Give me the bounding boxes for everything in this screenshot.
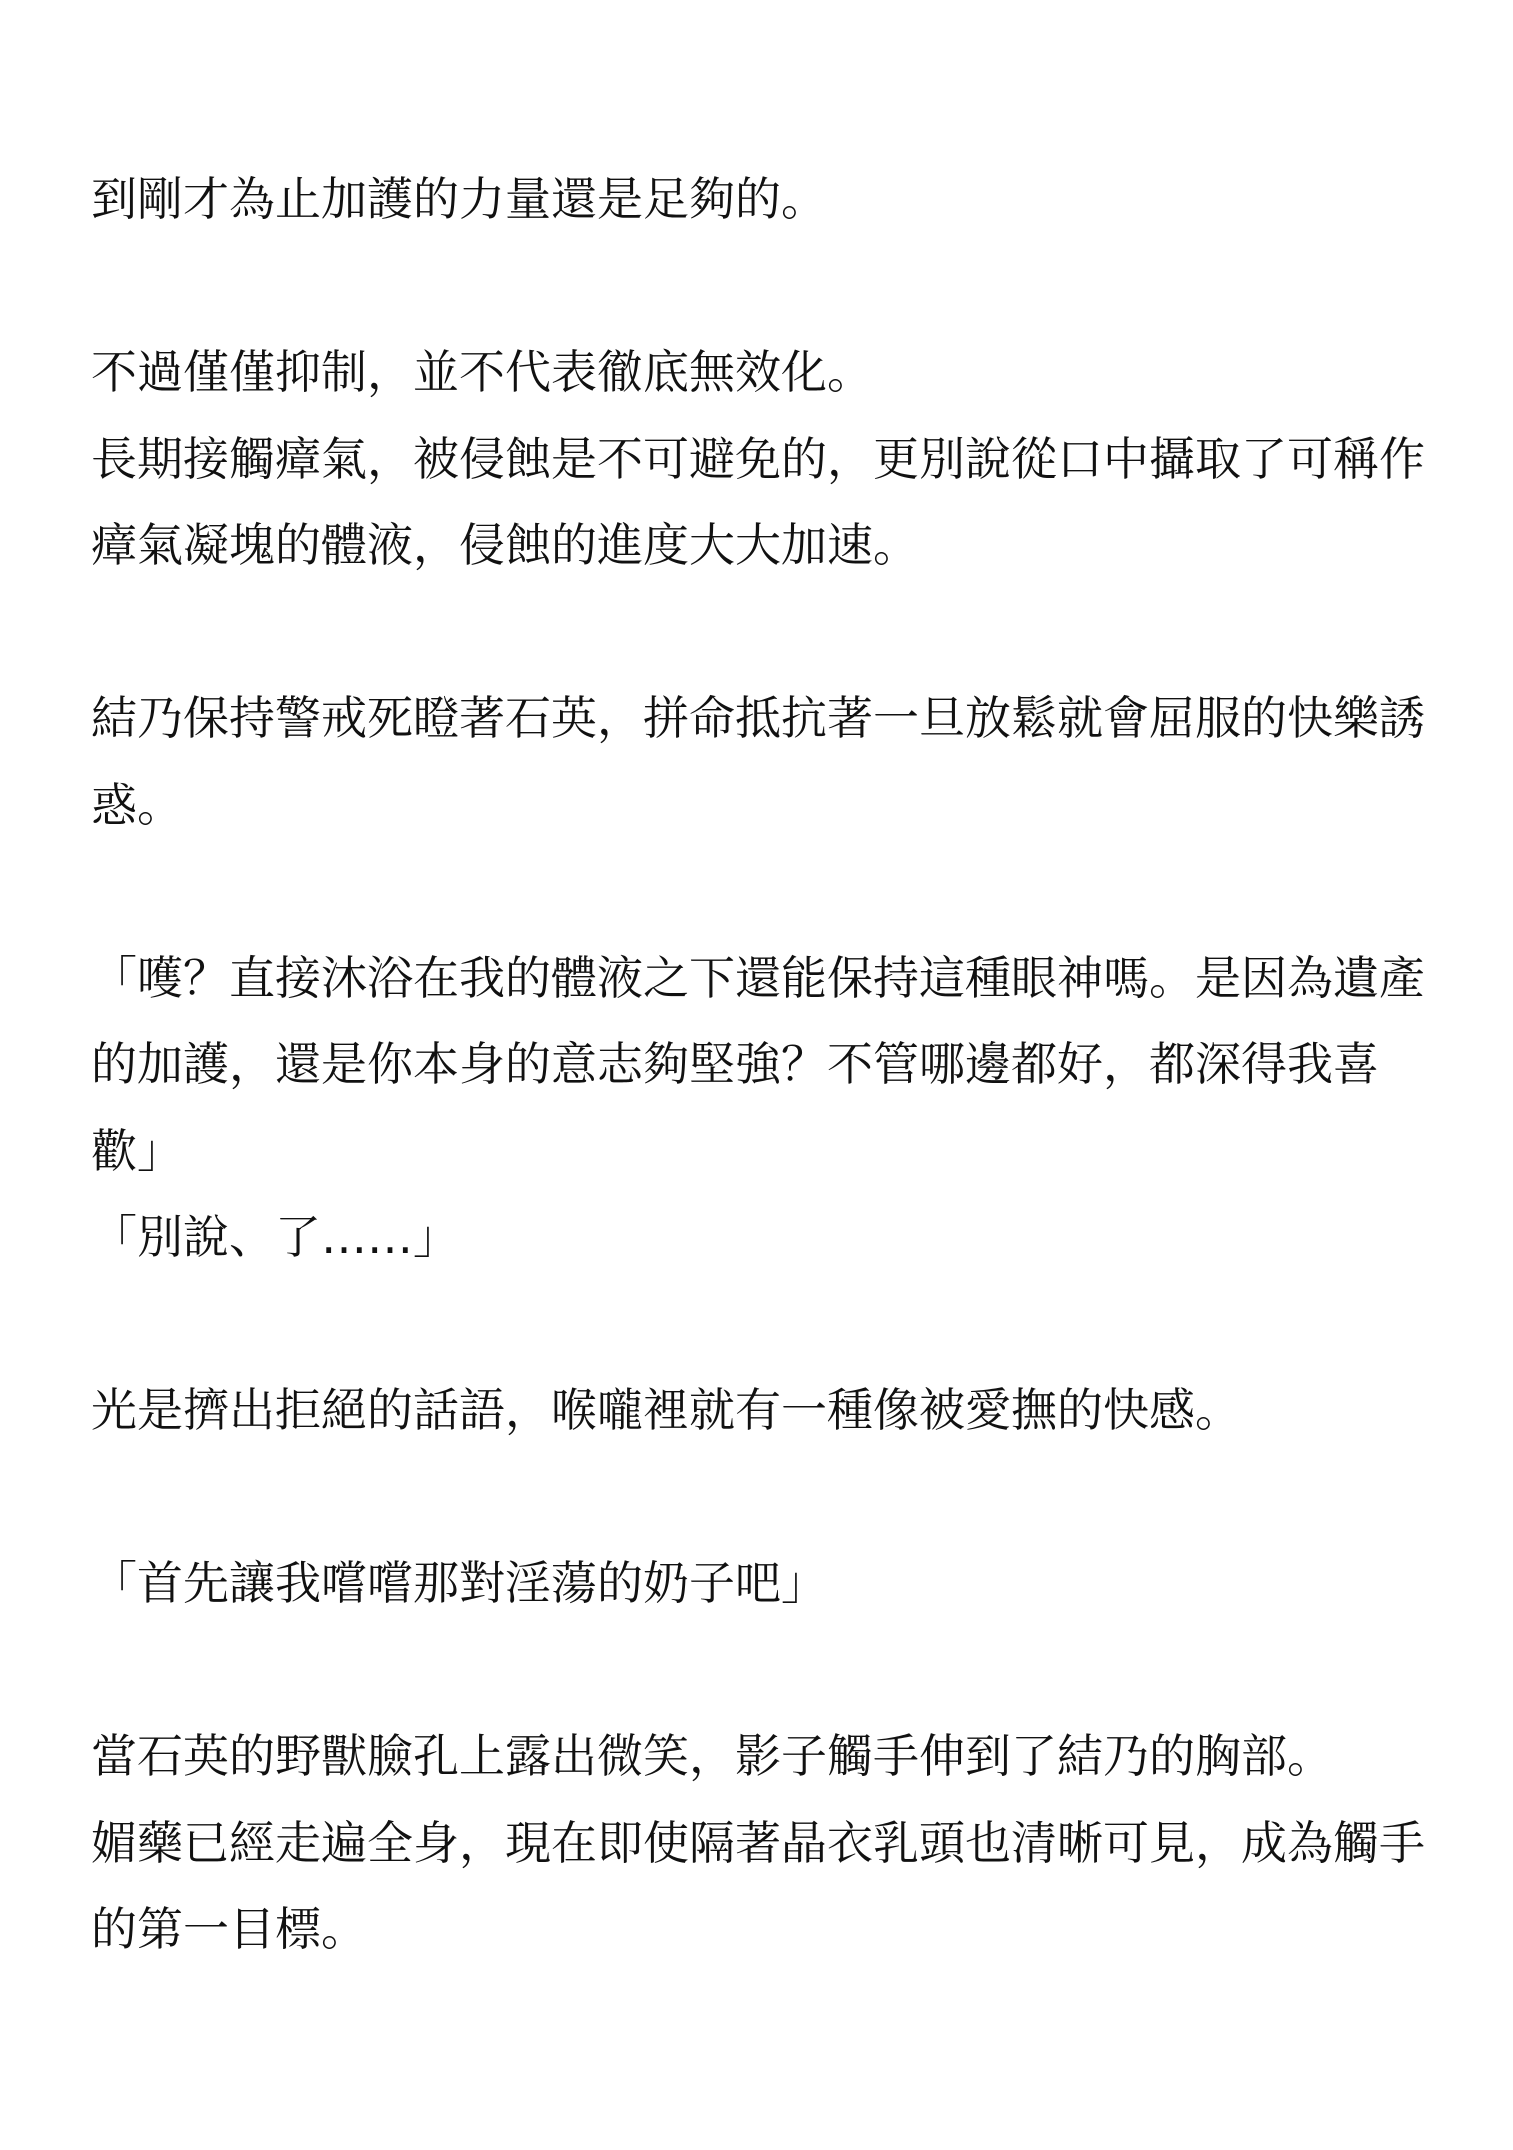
paragraph-block xyxy=(91,675,1473,848)
text-line: 媚藥已經走遍全身，現在即使隔著晶衣乳頭也清晰可見，成為觸手 xyxy=(91,1815,1425,1870)
text-line: 到剛才為止加護的力量還是足夠的。 xyxy=(91,172,827,226)
paragraph-block xyxy=(91,156,1473,243)
text-line: 惑。 xyxy=(91,777,183,832)
text-line: 不過僅僅抑制，並不代表徹底無效化。 xyxy=(91,345,873,399)
paragraph-block xyxy=(91,1713,1473,1973)
dialogue-line: 「首先讓我嚐嚐那對淫蕩的奶子吧」 xyxy=(91,1556,827,1610)
text-line: 結乃保持警戒死瞪著石英，拼命抵抗著一旦放鬆就會屈服的快樂誘 xyxy=(91,691,1425,745)
paragraph-block xyxy=(91,1367,1473,1454)
paragraph-block xyxy=(91,329,1473,589)
dialogue-block xyxy=(91,1540,1473,1627)
dialogue-block xyxy=(91,935,1473,1281)
text-line: 的第一目標。 xyxy=(91,1902,367,1956)
text-line: 光是擠出拒絕的話語，喉嚨裡就有一種像被愛撫的快感。 xyxy=(91,1383,1241,1437)
dialogue-line: 歡」 xyxy=(91,1123,183,1178)
dialogue-line: 的加護，還是你本身的意志夠堅強？不管哪邊都好，都深得我喜 xyxy=(91,1037,1379,1091)
text-line: 當石英的野獸臉孔上露出微笑，影子觸手伸到了結乃的胸部。 xyxy=(91,1729,1333,1783)
text-line: 長期接觸瘴氣，被侵蝕是不可避免的，更別說從口中攝取了可稱作 xyxy=(91,431,1425,486)
text-line: 瘴氣凝塊的體液，侵蝕的進度大大加速。 xyxy=(91,518,919,572)
dialogue-line: 「嚄？直接沐浴在我的體液之下還能保持這種眼神嗎。是因為遺產 xyxy=(91,950,1425,1005)
dialogue-line: 「別說、了……」 xyxy=(91,1210,459,1264)
